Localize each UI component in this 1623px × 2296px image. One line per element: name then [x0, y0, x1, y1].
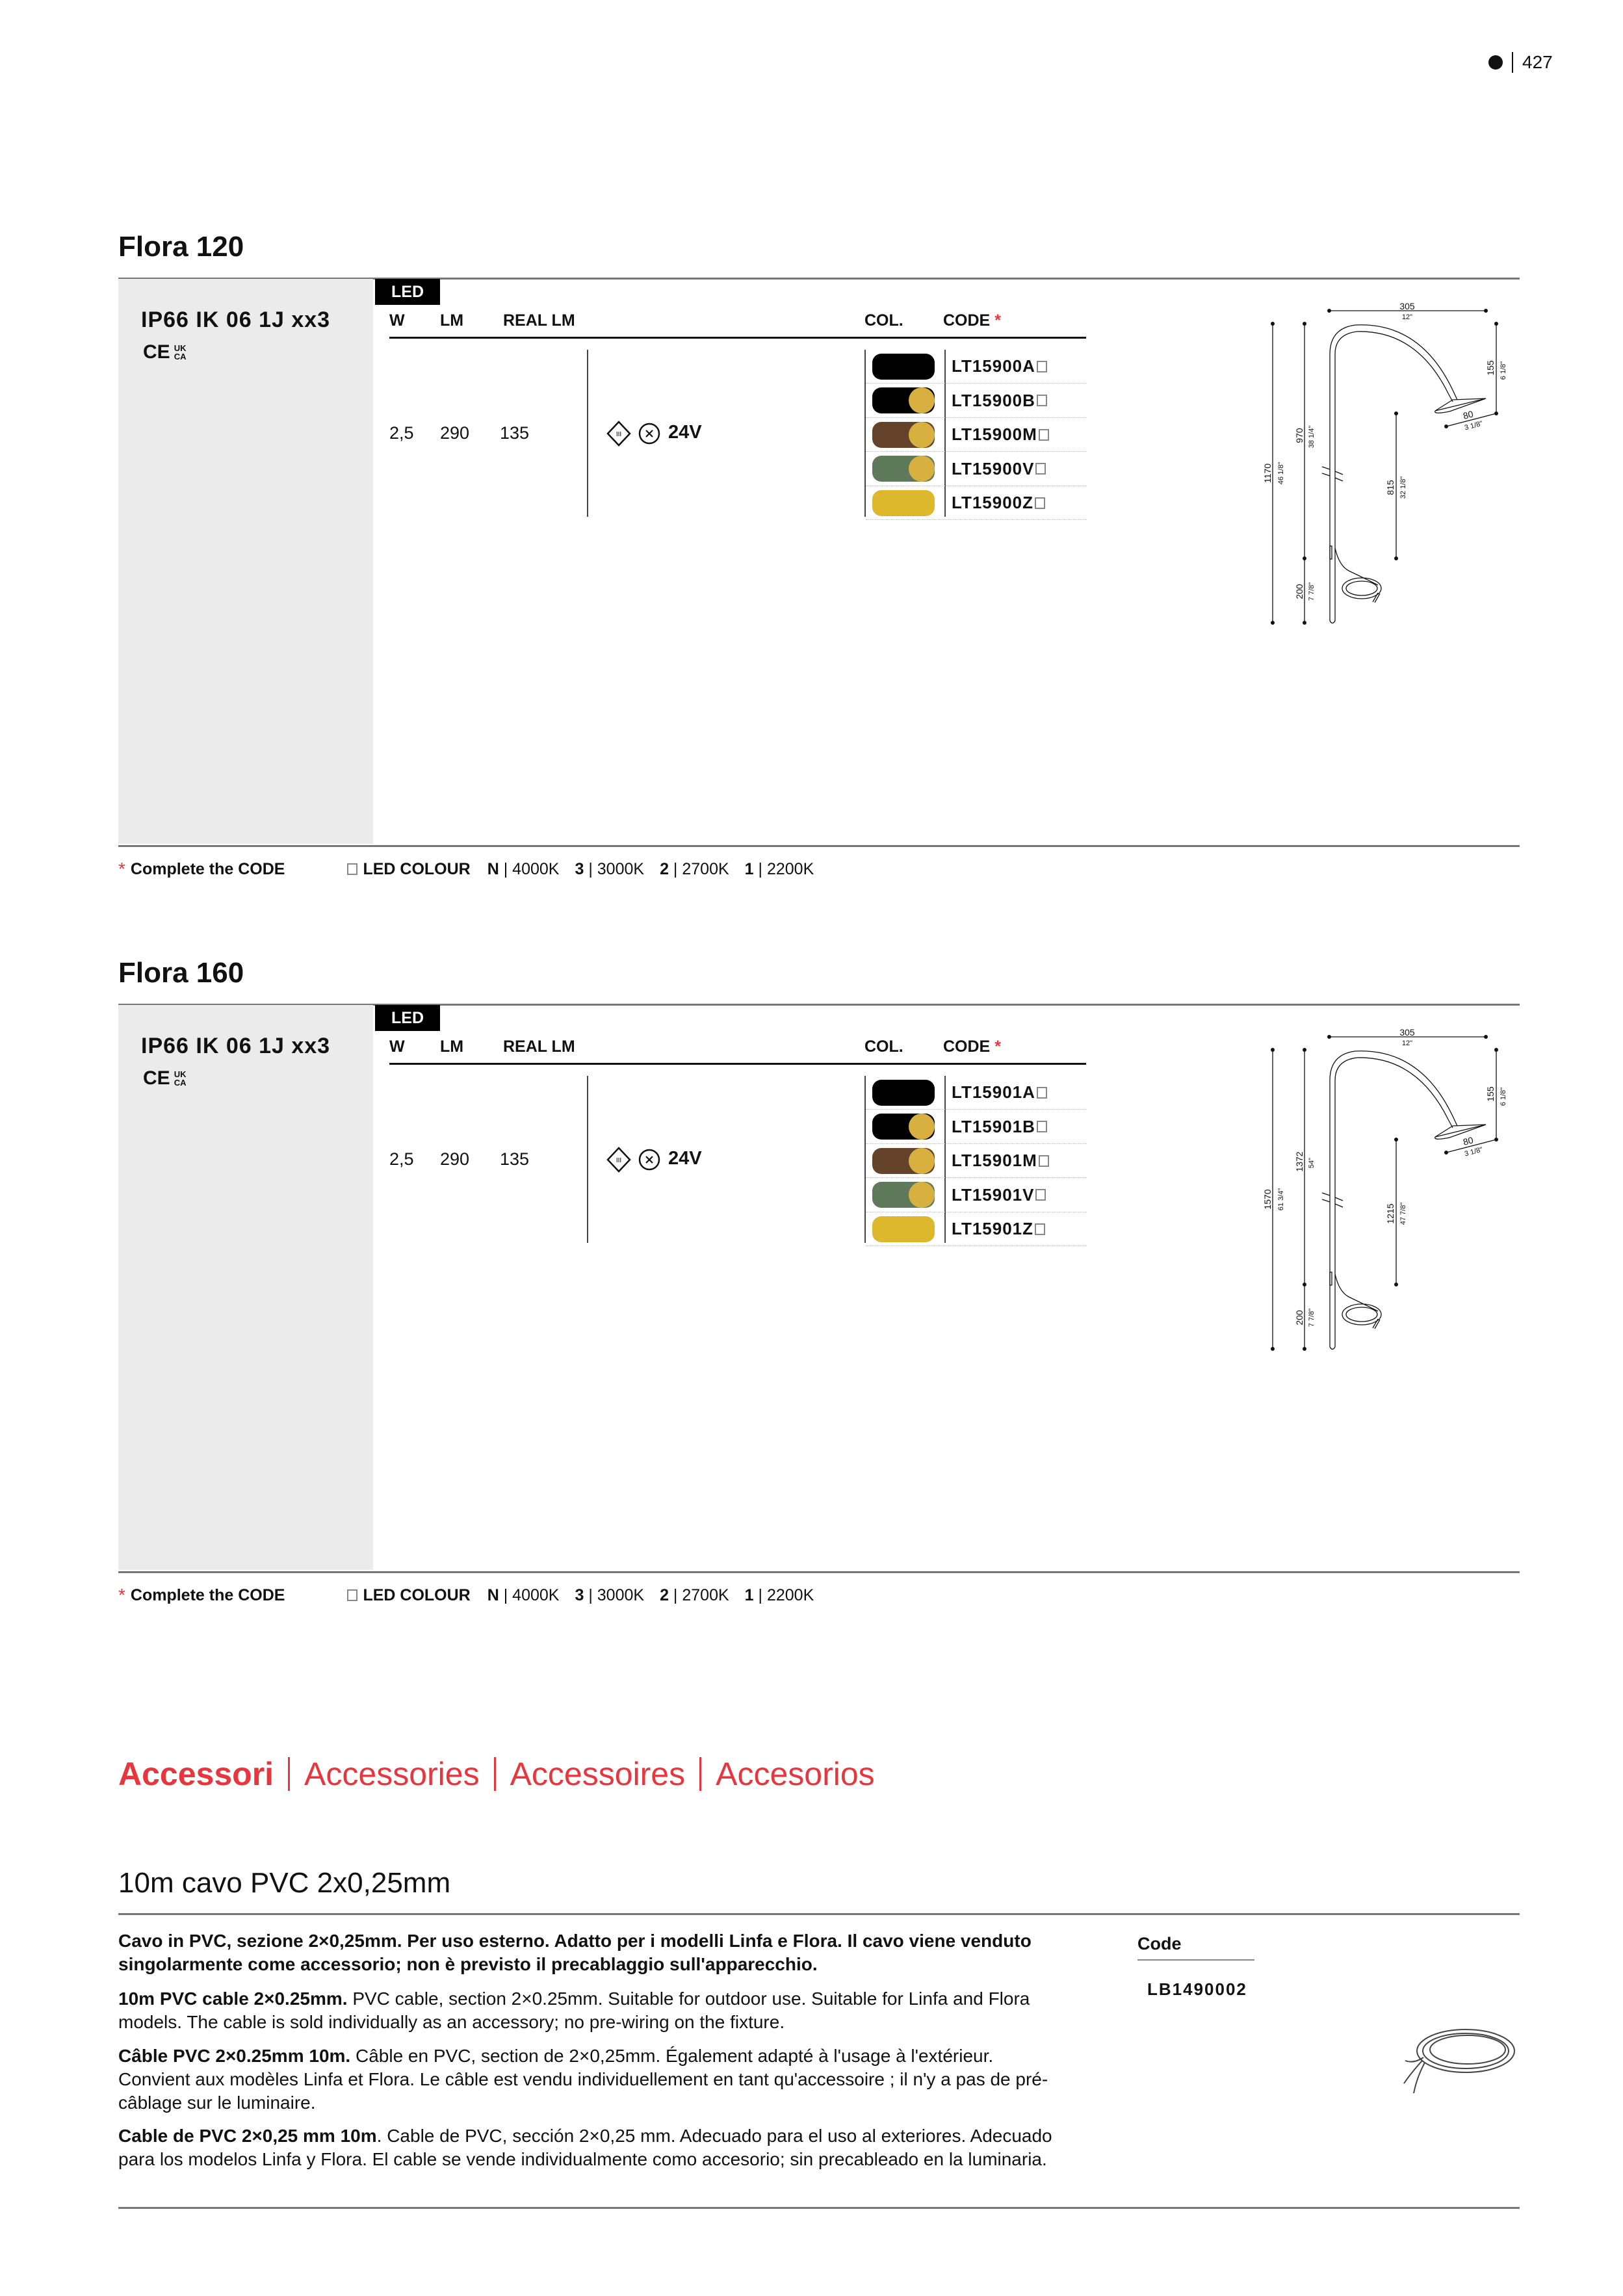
- header-real-lm: REAL LM: [503, 1037, 575, 1056]
- placeholder-box-icon: [1035, 1189, 1046, 1201]
- led-badge: LED: [375, 279, 440, 305]
- colour-swatch: [872, 1080, 935, 1106]
- cable-image: [1397, 2012, 1521, 2100]
- header-lm: LM: [440, 311, 464, 330]
- led-badge: LED: [375, 1005, 440, 1031]
- led-colour-option: 2 | 2700K: [660, 859, 729, 878]
- accessory-code: LB1490002: [1147, 1979, 1247, 1999]
- real-lumen-value: 135: [500, 423, 530, 443]
- placeholder-box-icon: [1035, 1223, 1045, 1235]
- colour-swatch: [872, 1114, 935, 1140]
- dim-width: 305: [1399, 301, 1415, 311]
- variant-code: LT15900Z: [952, 493, 1045, 513]
- placeholder-box-icon: [347, 1589, 357, 1601]
- dim-head-height-in: 6 1/8": [1500, 1087, 1507, 1106]
- header-col: COL.: [864, 1037, 903, 1056]
- ratings: IP66 IK 06 1J xx3: [141, 1034, 331, 1058]
- complete-code-label: Complete the CODE: [130, 859, 285, 878]
- spec-panel: [118, 279, 373, 844]
- voltage: 24V: [668, 1148, 702, 1169]
- variant-row: [866, 1110, 1087, 1144]
- svg-text:III: III: [616, 1157, 622, 1164]
- electrical-icons: [606, 421, 661, 447]
- colour-swatch: [872, 1148, 935, 1174]
- dimension-drawing: [1235, 293, 1560, 813]
- variant-row: [866, 1144, 1087, 1178]
- variant-code: LT15901V: [952, 1185, 1046, 1205]
- header-lm: LM: [440, 1037, 464, 1056]
- variant-row: [866, 350, 1087, 384]
- ratings: IP66 IK 06 1J xx3: [141, 307, 331, 332]
- dim-head-height: 155: [1485, 360, 1496, 376]
- dim-total: 1170: [1262, 463, 1273, 484]
- colour-swatch: [872, 1216, 935, 1242]
- variant-row: [866, 486, 1087, 520]
- dim-above: 970: [1294, 428, 1305, 443]
- header-w: W: [389, 311, 405, 330]
- variant-code: LT15900A: [952, 356, 1047, 376]
- real-lumen-value: 135: [500, 1149, 530, 1169]
- placeholder-box-icon: [1037, 361, 1047, 372]
- placeholder-box-icon: [1037, 1087, 1047, 1099]
- led-colour-option: 1 | 2200K: [744, 1585, 814, 1604]
- divider: [118, 1571, 1520, 1573]
- variant-row: [866, 1076, 1087, 1110]
- dim-above-in: 54": [1308, 1157, 1316, 1169]
- dim-above-in: 38 1/4": [1308, 425, 1316, 449]
- voltage: 24V: [668, 422, 702, 443]
- dim-light-height-in: 47 7/8": [1399, 1202, 1407, 1225]
- svg-text:III: III: [616, 431, 622, 438]
- product-section: [0, 957, 1623, 1607]
- colour-swatch: [872, 422, 935, 448]
- dim-total-in: 61 3/4": [1277, 1188, 1285, 1211]
- led-colour-label: LED COLOUR: [363, 1585, 471, 1604]
- product-title: Flora 120: [118, 231, 244, 263]
- code-legend: * Complete the CODE LED COLOUR N | 4000K 3 | 3000K 2 | 2700K 1 | 2200K: [118, 1585, 814, 1605]
- dim-head-height-in: 6 1/8": [1500, 361, 1507, 380]
- dim-head-diameter: 80: [1462, 408, 1475, 421]
- led-colour-option: 2 | 2700K: [660, 1585, 729, 1604]
- variant-code: LT15901M: [952, 1151, 1049, 1171]
- placeholder-box-icon: [1035, 497, 1045, 509]
- header-underline: [389, 1063, 1086, 1065]
- spec-panel: [118, 1005, 373, 1570]
- divider: [118, 1913, 1520, 1915]
- colour-swatch: [872, 490, 935, 516]
- variant-row: [866, 1212, 1087, 1246]
- dim-head-diameter-in: 3 1/8": [1463, 419, 1484, 432]
- dim-head-diameter-in: 3 1/8": [1463, 1145, 1484, 1158]
- dim-below: 200: [1294, 1310, 1305, 1325]
- product-title: Flora 160: [118, 957, 244, 989]
- dim-above: 1372: [1294, 1151, 1305, 1172]
- dim-light-height: 815: [1385, 480, 1396, 495]
- certification-marks: [143, 341, 186, 363]
- header-underline: [389, 337, 1086, 339]
- electrical-icons: [606, 1147, 661, 1173]
- header-real-lm: REAL LM: [503, 311, 575, 330]
- description-it: Cavo in PVC, sezione 2×0,25mm. Per uso esterno. Adatto per i modelli Linfa e Flora. Il cavo viene venduto singolarmente come accessorio; non è previsto il precablaggio sull'apparecchio.: [118, 1931, 1032, 1974]
- led-colour-option: 3 | 3000K: [575, 859, 645, 878]
- divider: [118, 845, 1520, 847]
- product-section: [0, 231, 1623, 881]
- led-colour-option: N | 4000K: [487, 859, 560, 878]
- header-col: COL.: [864, 311, 903, 330]
- description-fr: Câble PVC 2×0.25mm 10m. Câble en PVC, section de 2×0,25mm. Également adapté à l'usage à l'extérieur. Convient aux modèles Linfa et Flora. Le câble est vendu individuellement en tant qu'accessoire ; il n'y a pas de pré-câblage sur le luminaire.: [118, 2046, 1048, 2113]
- dim-below-in: 7 7/8": [1308, 1308, 1316, 1327]
- placeholder-box-icon: [1039, 1155, 1049, 1167]
- dim-below-in: 7 7/8": [1308, 582, 1316, 601]
- watt-value: 2,5: [389, 1149, 414, 1169]
- header-w: W: [389, 1037, 405, 1056]
- dimension-drawing: [1235, 1019, 1560, 1539]
- class-iii-icon: [606, 421, 631, 447]
- variant-code: LT15900M: [952, 424, 1049, 445]
- page-number-text: 427: [1522, 52, 1553, 72]
- ce-mark: CE: [143, 341, 170, 363]
- placeholder-box-icon: [1037, 395, 1047, 406]
- dim-total: 1570: [1262, 1189, 1273, 1210]
- description-en: 10m PVC cable 2×0.25mm. PVC cable, section 2×0.25mm. Suitable for outdoor use. Suitable for Linfa and Flora models. The cable is sold individually as an accessory; no pre-wiring on the fixture.: [118, 1989, 1030, 2032]
- description-es: Cable de PVC 2×0,25 mm 10m. Cable de PVC, sección 2×0,25 mm. Adecuado para el uso al exteriores. Adecuado para los modelos Linfa y Flora. El cable se vende individualmente como accesorio; sin precableado en la luminaria.: [118, 2126, 1052, 2169]
- no-cover-icon: [638, 422, 661, 445]
- divider: [587, 350, 588, 517]
- placeholder-box-icon: [347, 863, 357, 875]
- watt-value: 2,5: [389, 423, 414, 443]
- no-cover-icon: [638, 1148, 661, 1171]
- ce-mark: CE: [143, 1067, 170, 1089]
- led-colour-label: LED COLOUR: [363, 859, 471, 878]
- dim-below: 200: [1294, 584, 1305, 599]
- header-code: CODE *: [943, 1037, 1001, 1056]
- colour-swatch: [872, 1182, 935, 1208]
- variant-row: [866, 418, 1087, 452]
- dim-width-in: 12": [1401, 1039, 1413, 1047]
- divider: [587, 1076, 588, 1243]
- variant-code: LT15901Z: [952, 1219, 1045, 1239]
- page-number: [1488, 52, 1553, 73]
- placeholder-box-icon: [1039, 429, 1049, 441]
- variant-row: [866, 1179, 1087, 1212]
- dim-width-in: 12": [1401, 313, 1413, 321]
- dim-width: 305: [1399, 1027, 1415, 1037]
- variant-code: LT15900V: [952, 459, 1046, 479]
- bullet-icon: [1488, 55, 1503, 70]
- variant-code: LT15900B: [952, 391, 1047, 411]
- dim-light-height-in: 32 1/8": [1399, 476, 1407, 499]
- variant-code: LT15901A: [952, 1082, 1047, 1102]
- variant-row: [866, 452, 1087, 486]
- accessory-title: 10m cavo PVC 2x0,25mm: [118, 1867, 451, 1899]
- dim-total-in: 46 1/8": [1277, 462, 1285, 485]
- placeholder-box-icon: [1037, 1121, 1047, 1132]
- colour-swatch: [872, 387, 935, 413]
- divider: [118, 2207, 1520, 2209]
- ukca-mark: UK CA: [174, 343, 187, 361]
- led-colour-option: 1 | 2200K: [744, 859, 814, 878]
- code-label: Code: [1137, 1934, 1254, 1961]
- dim-head-height: 155: [1485, 1086, 1496, 1102]
- header-code: CODE *: [943, 311, 1001, 330]
- led-colour-option: N | 4000K: [487, 1585, 560, 1604]
- placeholder-box-icon: [1035, 463, 1046, 475]
- accessories-heading: Accessori Accessories Accessoires Accesorios: [118, 1756, 875, 1792]
- dim-head-diameter: 80: [1462, 1134, 1475, 1147]
- lumen-value: 290: [440, 1149, 470, 1169]
- colour-swatch: [872, 456, 935, 482]
- variant-row: [866, 384, 1087, 418]
- certification-marks: [143, 1067, 186, 1089]
- dim-light-height: 1215: [1385, 1203, 1396, 1224]
- code-legend: * Complete the CODE LED COLOUR N | 4000K 3 | 3000K 2 | 2700K 1 | 2200K: [118, 859, 814, 879]
- variant-code: LT15901B: [952, 1117, 1047, 1137]
- class-iii-icon: [606, 1147, 631, 1173]
- lumen-value: 290: [440, 423, 470, 443]
- ukca-mark: UK CA: [174, 1069, 187, 1088]
- led-colour-option: 3 | 3000K: [575, 1585, 645, 1604]
- colour-swatch: [872, 354, 935, 380]
- divider: [1512, 52, 1513, 73]
- complete-code-label: Complete the CODE: [130, 1585, 285, 1604]
